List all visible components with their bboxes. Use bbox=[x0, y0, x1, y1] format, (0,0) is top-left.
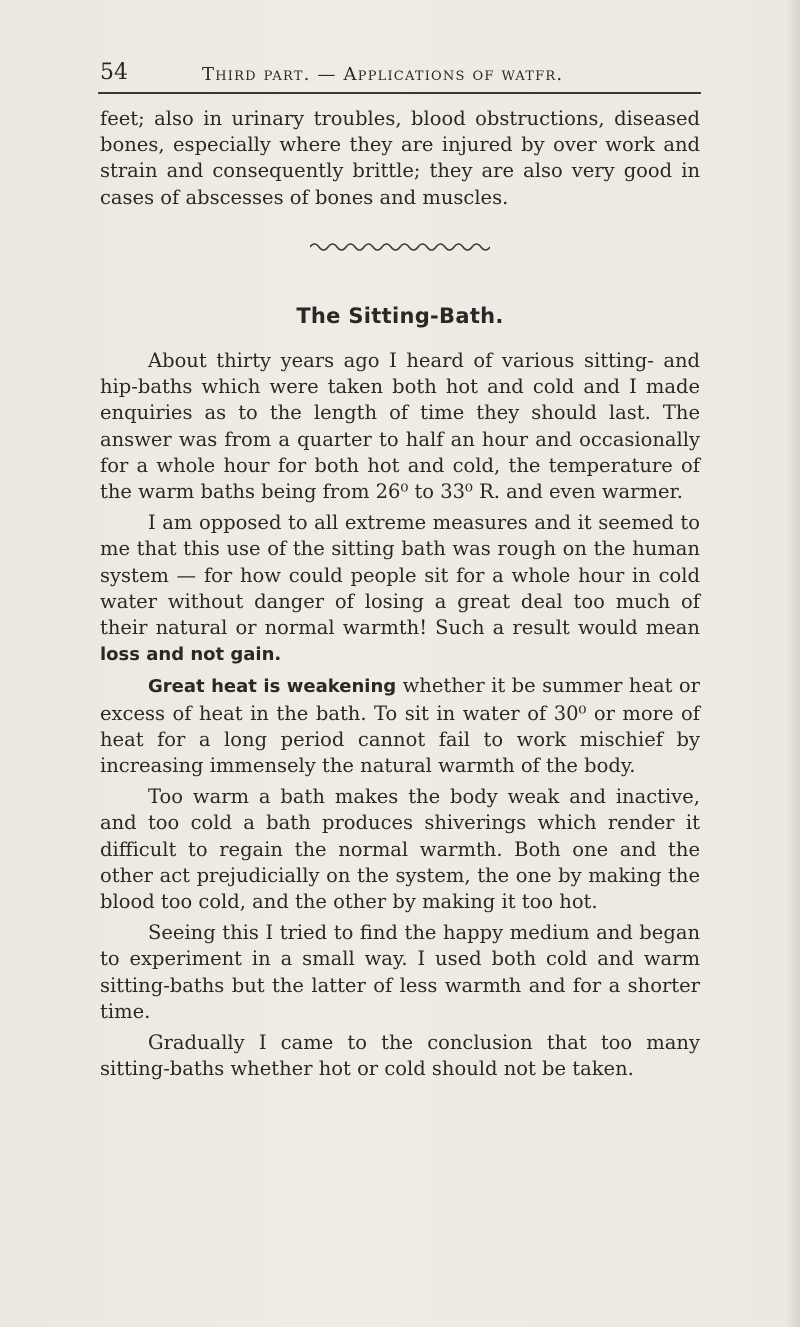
paragraph-6: Gradually I came to the conclusion that too many sitting-baths whether hot or cold should not be taken. bbox=[100, 1031, 700, 1081]
section-body bbox=[100, 348, 700, 1082]
paragraph-3-emphasis: Great heat is weakening bbox=[148, 676, 397, 698]
section-title: The Sitting-Bath. bbox=[296, 304, 504, 328]
page-header bbox=[100, 60, 700, 92]
continued-paragraph bbox=[100, 106, 700, 211]
paragraph-3-text: whether it be summer heat or excess of heat in the bath. To sit in water of 30⁰ or more of heat for a long period cannot fail to work mischief by increasing immensely the natural warmth of the body. bbox=[100, 674, 700, 778]
running-head: Third part. — Applications of watfr. bbox=[202, 64, 564, 85]
page-number: 54 bbox=[100, 60, 128, 85]
paragraph-continued-text: feet; also in urinary troubles, blood obstructions, diseased bones, especially where they are injured by over work and strain and consequently brittle; they are also very good in cases of abscesses of bones and muscles. bbox=[100, 107, 700, 209]
paragraph-2 bbox=[100, 510, 700, 668]
paragraph-1: About thirty years ago I heard of various sitting- and hip-baths which were taken both hot and cold and I made enquiries as to the length of time they should last. The answer was from a quarter to half an hour and occasionally for a whole hour for both hot and cold, the temperature of the warm baths being from 26⁰ to 33⁰ R. and even warmer. bbox=[100, 349, 700, 504]
wavy-divider-ornament bbox=[310, 240, 490, 254]
header-rule bbox=[98, 92, 701, 94]
paragraph-5: Seeing this I tried to find the happy medium and began to experiment in a small way. I used both cold and warm sitting-baths but the latter of less warmth and for a shorter time. bbox=[100, 921, 700, 1023]
paragraph-2-emphasis: loss and not gain. bbox=[100, 644, 282, 666]
paragraph-3 bbox=[100, 673, 700, 779]
paragraph-2-text: I am opposed to all extreme measures and it seemed to me that this use of the sitting bath was rough on the human system — for how could people sit for a whole hour in cold water without danger of losing a great deal too much of their natural or normal warmth! Such a result would mean bbox=[100, 511, 700, 640]
page-edge-shadow bbox=[786, 0, 800, 1327]
paragraph-4: Too warm a bath makes the body weak and inactive, and too cold a bath produces shiverings which render it difficult to regain the normal warmth. Both one and the other act prejudicially on the system, the one by making the blood too cold, and the other by making it too hot. bbox=[100, 785, 700, 914]
